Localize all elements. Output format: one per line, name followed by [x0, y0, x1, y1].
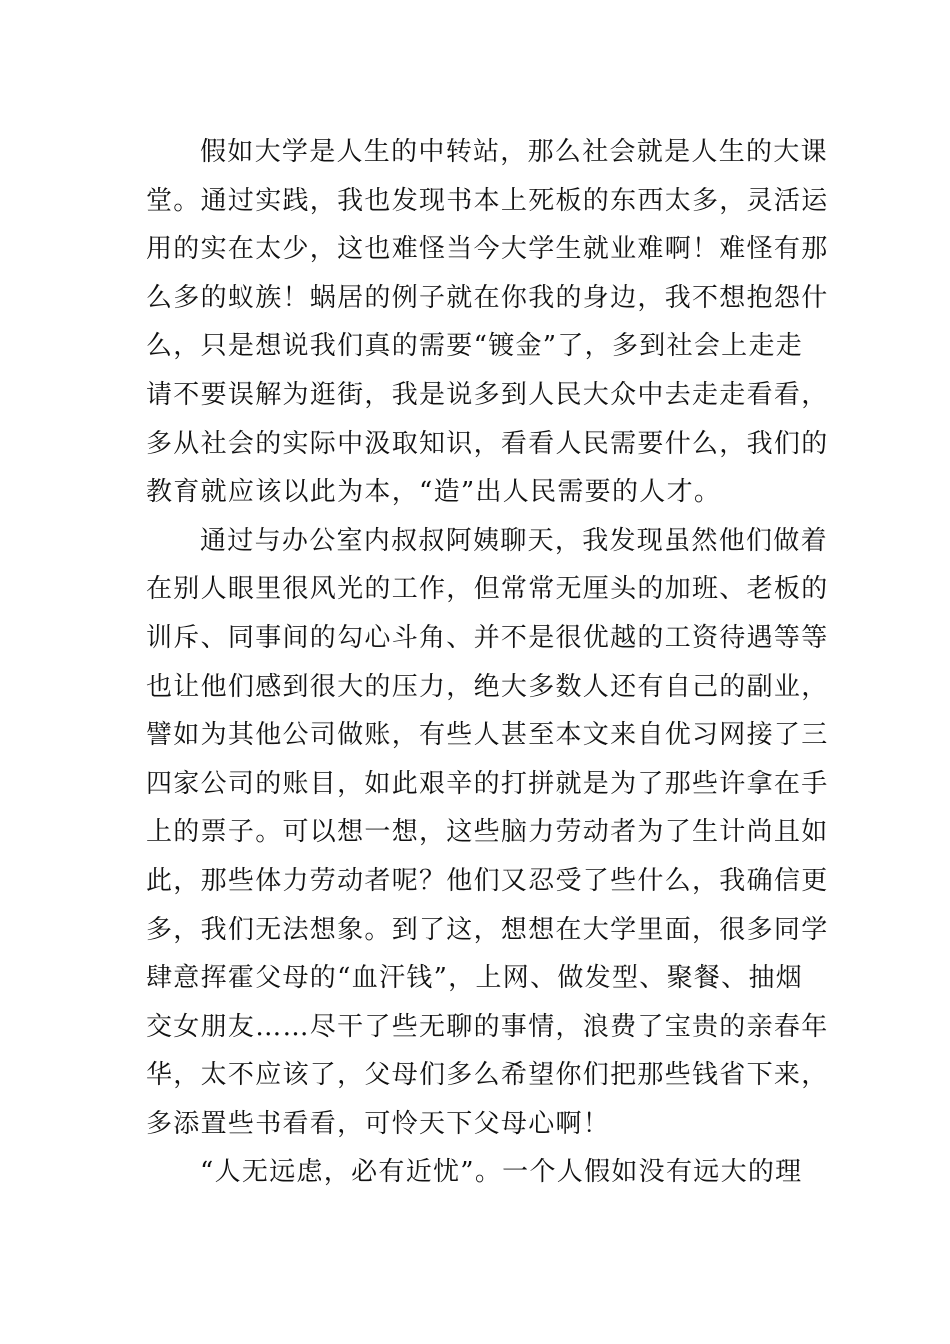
text-line: 么多的蚁族！蜗居的例子就在你我的身边，我不想抱怨什: [146, 282, 829, 313]
text-line: 上的票子。可以想一想，这些脑力劳动者为了生计尚且如: [146, 817, 829, 848]
text-line: 请不要误解为逛街，我是说多到人民大众中去走走看看，: [146, 379, 829, 410]
paragraph-2: [146, 517, 829, 1149]
text-line: 堂。通过实践，我也发现书本上死板的东西太多，灵活运: [146, 185, 829, 216]
text-line: 华，太不应该了，父母们多么希望你们把那些钱省下来，: [146, 1060, 829, 1091]
text-line: 假如大学是人生的中转站，那么社会就是人生的大课: [200, 137, 828, 167]
text-line: 交女朋友……尽干了些无聊的事情，浪费了宝贵的亲春年: [146, 1011, 829, 1042]
text-line: “人无远虑，必有近忧”。一个人假如没有远大的理: [200, 1157, 803, 1188]
text-line: 四家公司的账目，如此艰辛的打拼就是为了那些许拿在手: [146, 768, 829, 799]
text-line: 教育就应该以此为本，“造”出人民需要的人才。: [146, 477, 722, 508]
text-line: 么，只是想说我们真的需要“镀金”了，多到社会上走走: [146, 331, 804, 362]
text-line: 此，那些体力劳动者呢？他们又忍受了些什么，我确信更: [146, 865, 829, 896]
text-line: 多添置些书看看，可怜天下父母心啊！: [146, 1108, 611, 1139]
text-line: 肆意挥霍父母的“血汗钱”，上网、做发型、聚餐、抽烟: [146, 963, 804, 994]
paragraph-1: [146, 128, 829, 517]
text-line: 训斥、同事间的勾心斗角、并不是很优越的工资待遇等等: [146, 622, 829, 653]
text-line: 用的实在太少，这也难怪当今大学生就业难啊！难怪有那: [146, 234, 829, 265]
text-line: 在别人眼里很风光的工作，但常常无厘头的加班、老板的: [146, 574, 829, 605]
text-line: 通过与办公室内叔叔阿姨聊天，我发现虽然他们做着: [200, 525, 828, 556]
paragraph-3: [146, 1148, 806, 1197]
text-line: 多，我们无法想象。到了这，想想在大学里面，很多同学: [146, 914, 829, 945]
body-text: [146, 128, 829, 1197]
text-line: 也让他们感到很大的压力，绝大多数人还有自己的副业，: [146, 671, 829, 702]
text-line: 多从社会的实际中汲取知识，看看人民需要什么，我们的: [146, 428, 829, 459]
text-line: 譬如为其他公司做账，有些人甚至本文来自优习网接了三: [146, 720, 829, 751]
